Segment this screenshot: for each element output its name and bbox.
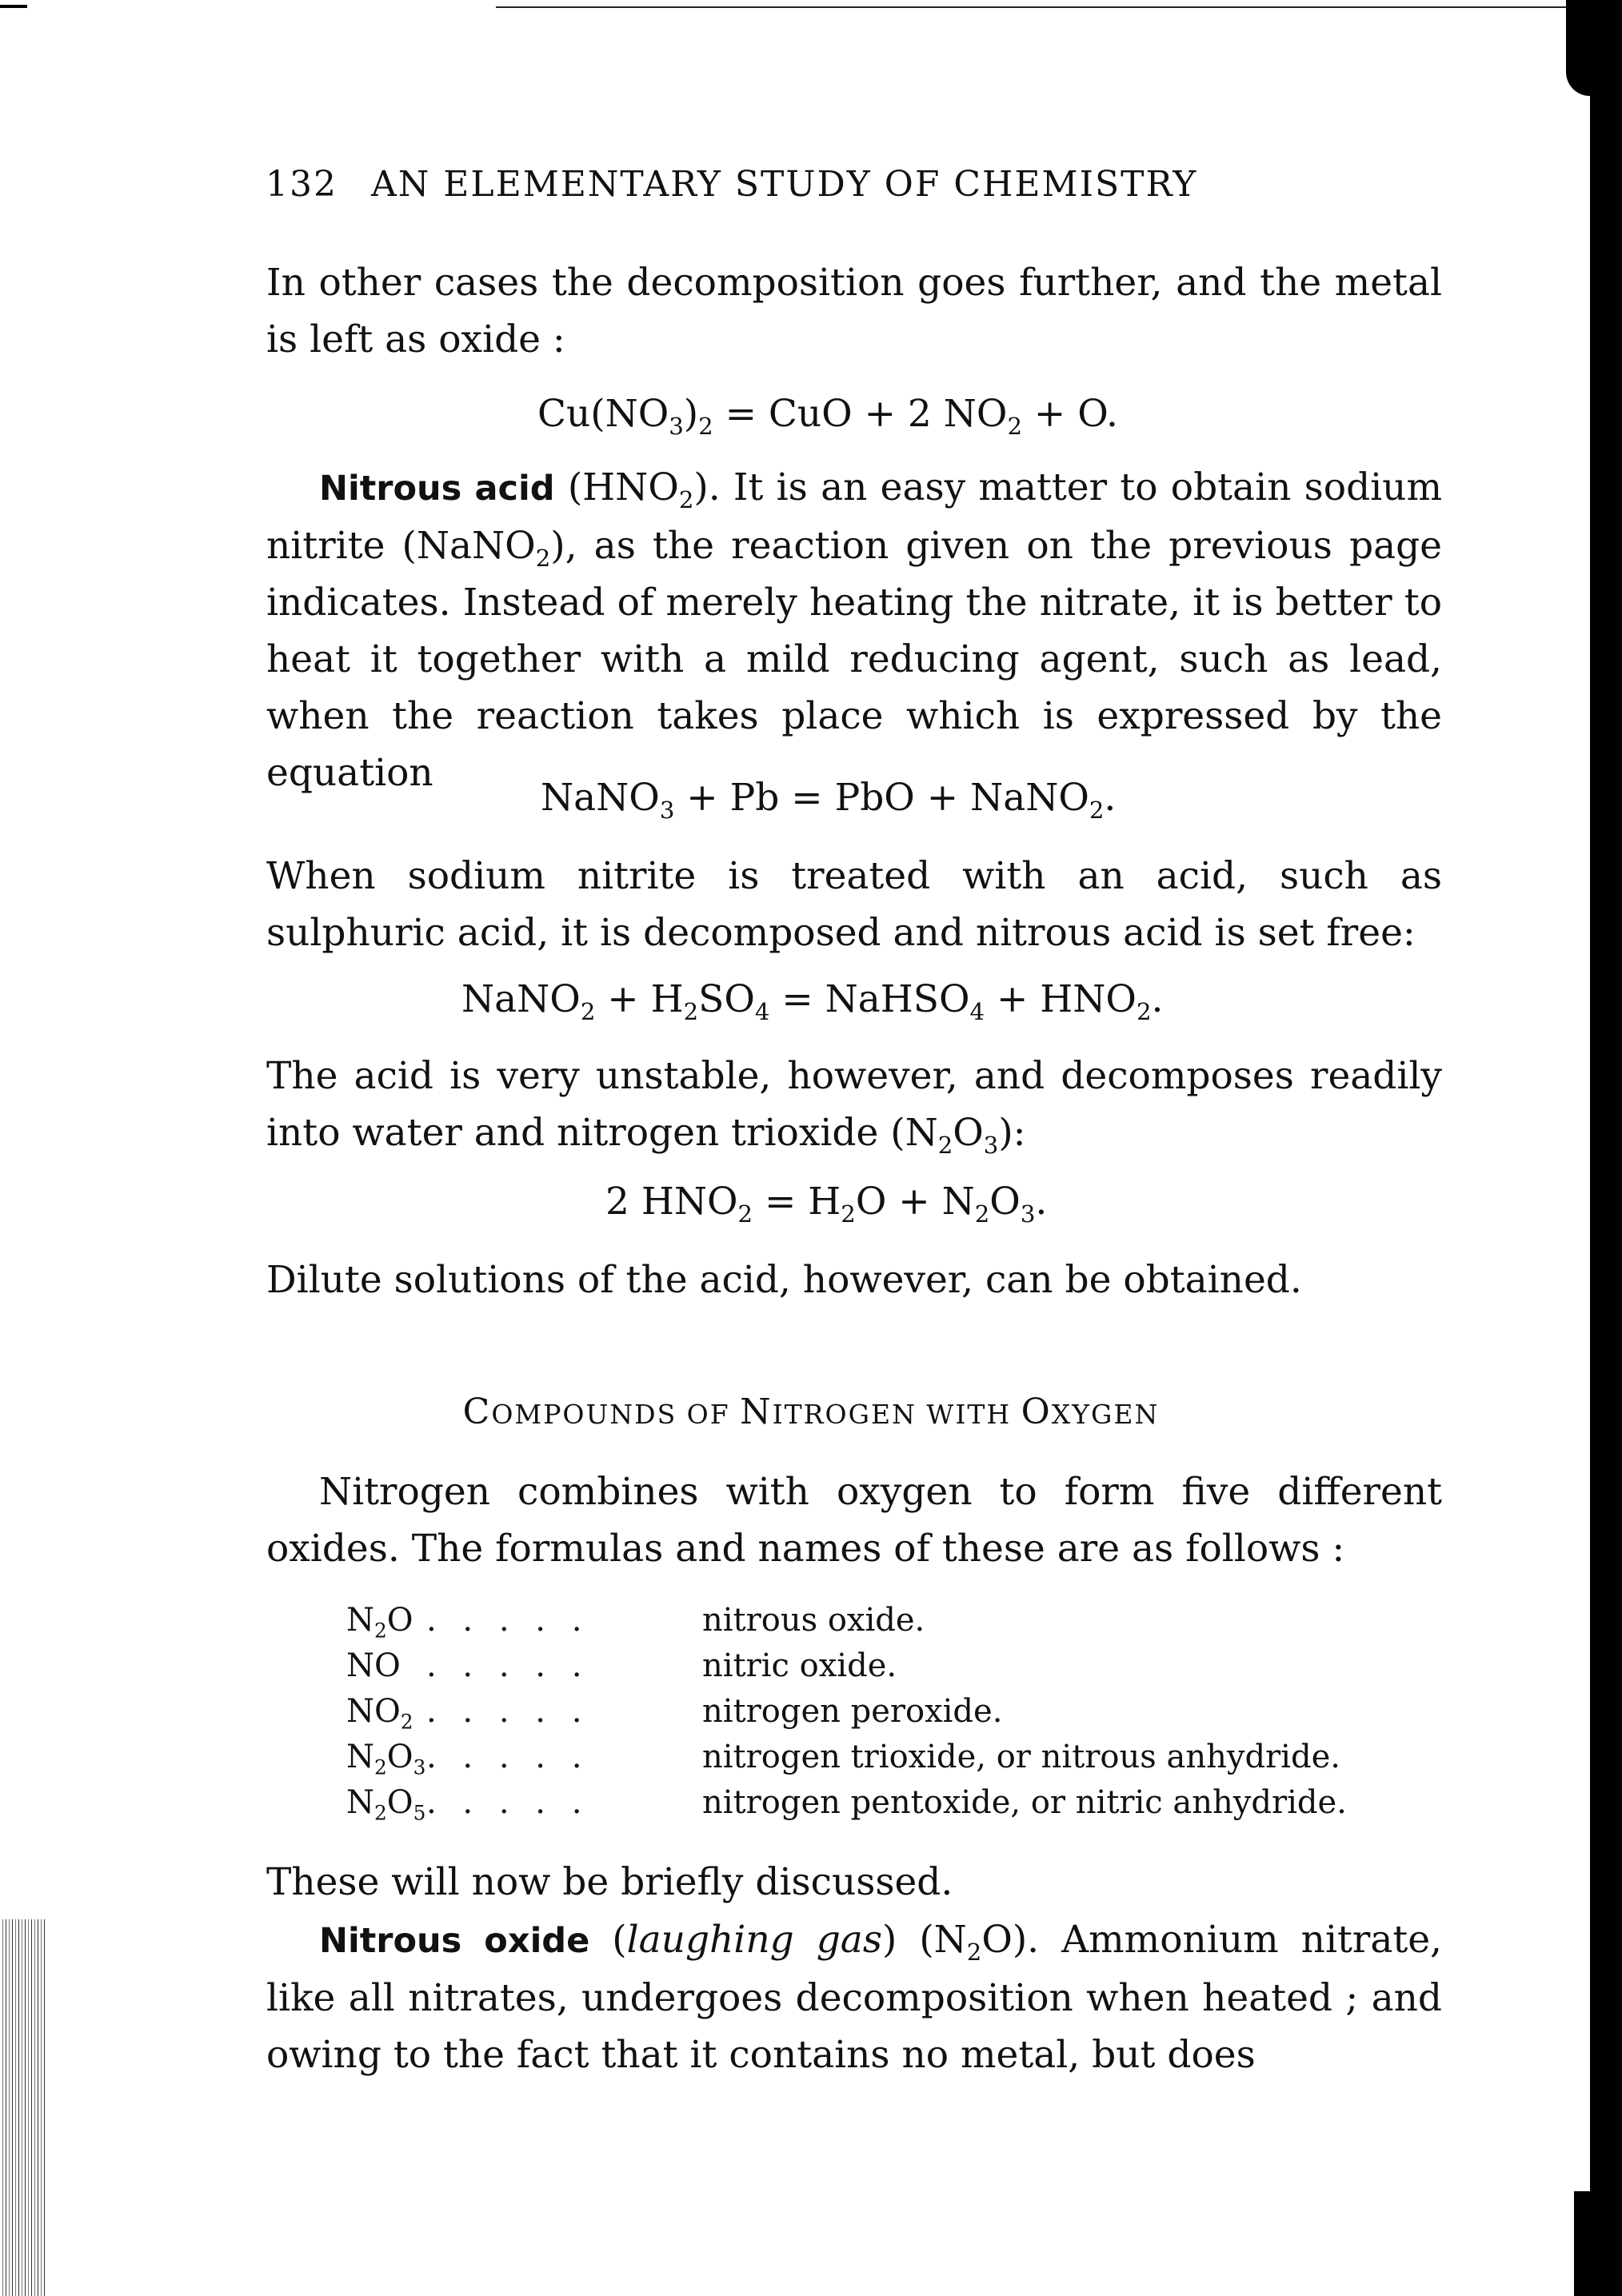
eq-sub: 2 [1007, 413, 1022, 441]
eq-text: SO [698, 977, 755, 1021]
formula-text: N [346, 1739, 374, 1775]
paragraph-dilute-solutions: Dilute solutions of the acid, however, can be obtained. [266, 1258, 1302, 1302]
leader-dots: . . . . . [426, 1602, 590, 1639]
eq-text: . [1151, 977, 1164, 1021]
formula-sub: 3 [413, 1755, 426, 1779]
text: ). [693, 465, 721, 509]
page-number: 132 [266, 164, 338, 205]
eq-text: + HNO [985, 977, 1137, 1021]
running-header [266, 164, 1197, 205]
heading-small: ITROGEN WITH [772, 1399, 1021, 1430]
eq-text: . [1104, 776, 1117, 820]
paragraph-nitrous-acid [266, 459, 1442, 801]
leader-dots: . . . . . [426, 1784, 590, 1821]
formula-sub: 5 [413, 1801, 426, 1825]
eq-text: NaNO [541, 776, 660, 820]
scan-bottom-right-shadow [1574, 2191, 1622, 2296]
formula-text: O [386, 1602, 413, 1639]
equation-copper-nitrate [537, 392, 1118, 441]
eq-text: NaNO [461, 977, 581, 1021]
eq-text: = NaHSO [769, 977, 970, 1021]
term-nitrous-acid: Nitrous acid [319, 469, 555, 509]
eq-text: . [1035, 1180, 1048, 1224]
oxide-row [346, 1689, 1347, 1735]
paragraph-acid-unstable [266, 1048, 1442, 1161]
text: ( [589, 1918, 627, 1962]
heading-small: XYGEN [1051, 1399, 1160, 1430]
sub: 2 [966, 1939, 982, 1967]
oxide-row [346, 1780, 1347, 1826]
paragraph-sodium-nitrite: When sodium nitrite is treated with an acid, such as sulphuric acid, it is decomposed and nitrous acid is set free: [266, 854, 1442, 955]
oxides-table [346, 1598, 1347, 1826]
eq-sub: 2 [974, 1200, 990, 1228]
eq-sub: 3 [669, 413, 684, 441]
eq-sub: 2 [737, 1200, 753, 1228]
eq-text: = CuO + 2 NO [713, 392, 1008, 436]
eq-sub: 2 [683, 998, 699, 1026]
equation-sodium-nitrate-lead [541, 776, 1117, 825]
sub: 2 [535, 545, 551, 573]
leader-dots: . . . . . [426, 1739, 590, 1775]
eq-sub: 4 [969, 998, 985, 1026]
eq-sub: 2 [698, 413, 713, 441]
heading-small: OMPOUNDS OF [491, 1399, 741, 1430]
oxide-row [346, 1598, 1347, 1643]
leader-dots: . . . . . [426, 1647, 590, 1684]
eq-text: + O. [1021, 392, 1118, 436]
oxide-row [346, 1735, 1347, 1780]
formula-text: O [386, 1739, 413, 1775]
text: ): [998, 1111, 1026, 1155]
section-heading [0, 1392, 1622, 1432]
oxide-row [346, 1643, 1347, 1689]
formula-text: NO [346, 1693, 401, 1730]
sub: 2 [678, 486, 694, 514]
formula-sub: 2 [374, 1801, 387, 1825]
eq-sub: 2 [1136, 998, 1152, 1026]
eq-sub: 2 [580, 998, 596, 1026]
eq-text: + H [595, 977, 684, 1021]
formula-sub: 2 [374, 1619, 387, 1643]
paragraph-nitrous-oxide [266, 1911, 1442, 2083]
text: ), as the reaction given on the previous page indicates. Instead of merely heating the nitrate, it is better to heat it together with a mild reducing agent, such as lead, when the reaction takes place which is expressed by the equation [266, 524, 1442, 795]
eq-text: ) [683, 392, 699, 436]
paragraph-decomposition: In other cases the decomposition goes further, and the metal is left as oxide : [266, 261, 1442, 361]
eq-text: O [989, 1180, 1021, 1224]
eq-sub: 3 [1020, 1200, 1036, 1228]
oxide-name: nitrogen trioxide, or nitrous anhydride. [702, 1739, 1340, 1775]
text: It is an easy matter to obtain sodium nitrite (NaNO [266, 465, 1443, 568]
scan-left-binding-marks [0, 1919, 46, 2296]
scan-corner-mark [0, 5, 27, 8]
text: O [953, 1111, 984, 1155]
eq-text: Cu(NO [537, 392, 669, 436]
term-nitrous-oxide: Nitrous oxide [319, 1921, 590, 1961]
oxide-name: nitric oxide. [702, 1647, 897, 1684]
text: (HNO [554, 465, 679, 509]
eq-sub: 4 [754, 998, 770, 1026]
formula-text: N [346, 1784, 374, 1821]
oxide-name: nitrous oxide. [702, 1602, 925, 1639]
formula-sub: 2 [374, 1755, 387, 1779]
oxide-formula [346, 1689, 426, 1735]
eq-text: 2 HNO [605, 1180, 738, 1224]
oxide-name: nitrogen pentoxide, or nitric anhydride. [702, 1784, 1347, 1821]
eq-sub: 3 [659, 797, 675, 825]
equation-sulphuric-acid [461, 977, 1164, 1026]
oxide-formula [346, 1735, 426, 1780]
oxide-formula [346, 1643, 426, 1689]
heading-cap: C [462, 1392, 492, 1432]
formula-text: NO [346, 1647, 401, 1684]
sub: 3 [983, 1132, 999, 1160]
eq-text: = H [753, 1180, 841, 1224]
scan-top-rule [496, 6, 1568, 8]
scan-top-right-shadow [1566, 0, 1622, 96]
oxide-formula [346, 1598, 426, 1643]
text: O). Ammonium nitrate, like all nitrates, undergoes decomposition when heated ; and owing to the fact that it contains no metal, but does [266, 1918, 1442, 2077]
eq-sub: 2 [1089, 797, 1105, 825]
paragraph-five-oxides: Nitrogen combines with oxygen to form five different oxides. The formulas and names of these are as follows : [266, 1470, 1442, 1571]
oxide-name: nitrogen peroxide. [702, 1693, 1003, 1730]
eq-sub: 2 [841, 1200, 856, 1228]
text: The acid is very unstable, however, and decomposes readily into water and nitrogen trioxide (N [266, 1054, 1442, 1155]
formula-text: N [346, 1602, 374, 1639]
leader-dots: . . . . . [426, 1693, 590, 1730]
equation-nitrous-acid-decomposition [605, 1180, 1048, 1228]
heading-cap: N [740, 1392, 773, 1432]
paragraph-briefly-discussed: These will now be briefly discussed. [266, 1860, 953, 1904]
sub: 2 [937, 1132, 953, 1160]
text: ) (N [881, 1918, 967, 1962]
oxide-formula [346, 1780, 426, 1826]
eq-text: + Pb = PbO + NaNO [674, 776, 1089, 820]
formula-sub: 2 [400, 1710, 413, 1734]
book-title: AN ELEMENTARY STUDY OF CHEMISTRY [370, 164, 1198, 205]
heading-cap: O [1021, 1392, 1052, 1432]
term-laughing-gas: laughing gas [626, 1918, 882, 1962]
eq-text: O + N [855, 1180, 975, 1224]
scan-right-edge [1590, 0, 1622, 2296]
formula-text: O [386, 1784, 413, 1821]
